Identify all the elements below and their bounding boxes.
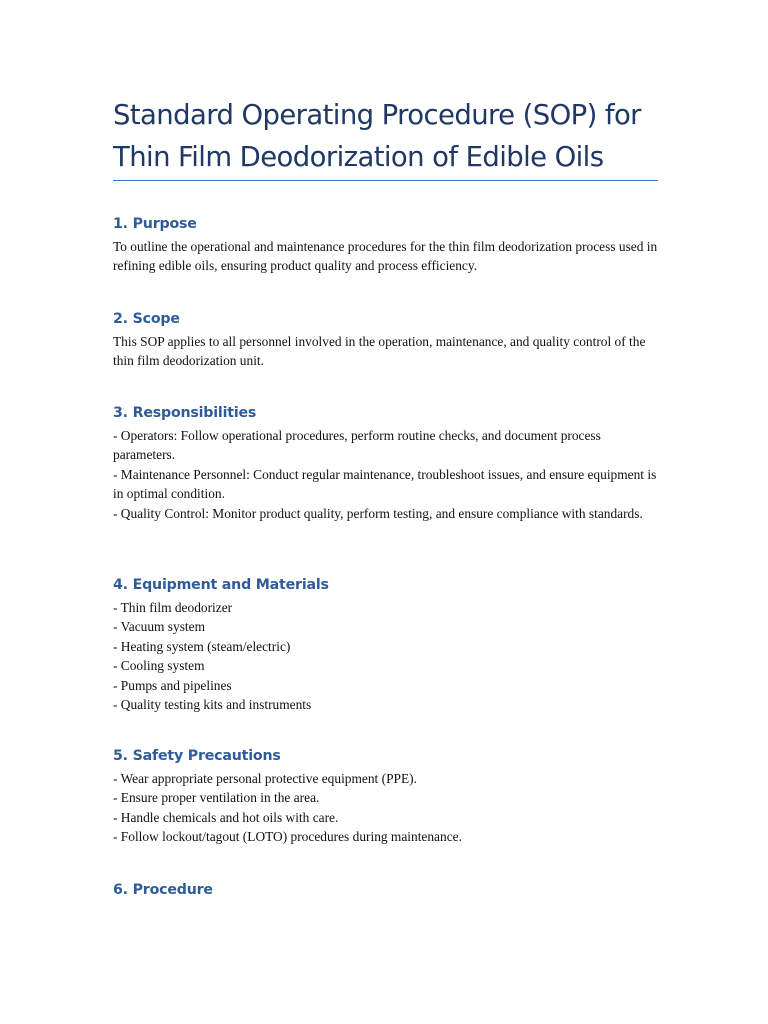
list-item: - Thin film deodorizer <box>113 600 233 615</box>
list-item: - Wear appropriate personal protective equipment (PPE). <box>113 771 417 786</box>
section-procedure <box>113 880 658 903</box>
list-item: - Operators: Follow operational procedures, perform routine checks, and document process parameters. <box>113 428 601 463</box>
responsibilities-list <box>113 426 658 523</box>
list-item: - Maintenance Personnel: Conduct regular maintenance, troubleshoot issues, and ensure equipment is in optimal condition. <box>113 466 657 502</box>
list-item: - Heating system (steam/electric) <box>113 638 291 654</box>
purpose-text: To outline the operational and maintenance procedures for the thin film deodorization process used in refining edible oils, ensuring product quality and process efficiency. <box>113 239 658 274</box>
list-item: - Pumps and pipelines <box>113 677 232 693</box>
section-equipment <box>113 575 658 714</box>
list-item: - Follow lockout/tagout (LOTO) procedures during maintenance. <box>113 829 462 845</box>
document-title: Standard Operating Procedure (SOP) for Thin Film Deodorization of Edible Oils <box>113 99 641 173</box>
equipment-list <box>113 598 658 714</box>
section-heading-scope: 2. Scope <box>113 311 180 327</box>
list-item: - Quality Control: Monitor product quality, perform testing, and ensure compliance with standards. <box>113 505 643 521</box>
section-heading-equipment: 4. Equipment and Materials <box>113 577 329 593</box>
section-scope <box>113 309 658 371</box>
list-item: - Vacuum system <box>113 619 205 635</box>
list-item: - Quality testing kits and instruments <box>113 697 312 713</box>
section-heading-responsibilities: 3. Responsibilities <box>113 405 257 421</box>
section-safety <box>113 746 658 847</box>
section-heading-procedure: 6. Procedure <box>113 882 213 898</box>
list-item: - Handle chemicals and hot oils with care. <box>113 809 339 825</box>
section-purpose <box>113 214 658 276</box>
section-heading-purpose: 1. Purpose <box>113 216 197 232</box>
title-divider <box>113 180 658 181</box>
list-item: - Ensure proper ventilation in the area. <box>113 790 320 806</box>
section-responsibilities <box>113 403 658 523</box>
list-item: - Cooling system <box>113 658 205 674</box>
section-heading-safety: 5. Safety Precautions <box>113 748 281 764</box>
safety-list <box>113 769 658 847</box>
scope-text: This SOP applies to all personnel involved in the operation, maintenance, and quality control of the thin film deodorization unit. <box>113 334 646 369</box>
